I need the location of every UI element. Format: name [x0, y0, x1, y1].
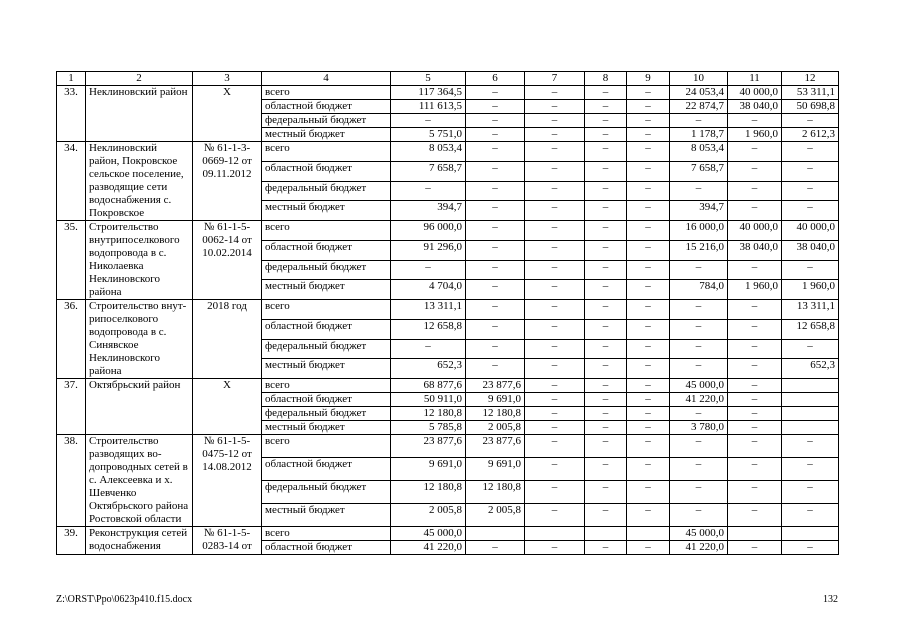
amount-cell: [782, 379, 839, 393]
amount-cell: [782, 527, 839, 541]
table-row: [57, 86, 839, 100]
amount-cell: –: [585, 161, 627, 181]
amount-cell: –: [670, 300, 728, 320]
amount-cell: –: [525, 161, 585, 181]
amount-cell: –: [670, 504, 728, 527]
amount-cell: –: [728, 300, 782, 320]
amount-cell: [585, 527, 627, 541]
amount-cell: –: [525, 114, 585, 128]
amount-cell: –: [585, 458, 627, 481]
funding-source: всего: [262, 527, 391, 541]
amount-cell: –: [585, 300, 627, 320]
amount-cell: –: [627, 128, 670, 142]
amount-cell: –: [585, 339, 627, 359]
amount-cell: –: [670, 260, 728, 280]
amount-cell: 38 040,0: [728, 100, 782, 114]
row-number: 39.: [57, 527, 86, 555]
funding-source: федеральный бюджет: [262, 407, 391, 421]
amount-cell: 2 005,8: [466, 504, 525, 527]
amount-cell: 1 178,7: [670, 128, 728, 142]
amount-cell: 8 053,4: [670, 142, 728, 162]
amount-cell: –: [627, 504, 670, 527]
amount-cell: 40 000,0: [728, 86, 782, 100]
object-name: Неклиновский район: [86, 86, 193, 142]
document-ref: № 61-1-3-0669-12 от 09.11.2012: [193, 142, 262, 221]
amount-cell: –: [728, 114, 782, 128]
amount-cell: [466, 527, 525, 541]
amount-cell: –: [782, 339, 839, 359]
amount-cell: –: [585, 100, 627, 114]
row-number: 33.: [57, 86, 86, 142]
amount-cell: –: [670, 481, 728, 504]
amount-cell: –: [585, 481, 627, 504]
amount-cell: –: [525, 435, 585, 458]
amount-cell: –: [728, 393, 782, 407]
amount-cell: –: [525, 541, 585, 555]
funding-source: всего: [262, 379, 391, 393]
amount-cell: –: [627, 100, 670, 114]
amount-cell: –: [391, 181, 466, 201]
amount-cell: 1 960,0: [782, 280, 839, 300]
column-number: 3: [193, 72, 262, 86]
amount-cell: –: [466, 100, 525, 114]
row-number: 35.: [57, 221, 86, 300]
column-number: 8: [585, 72, 627, 86]
amount-cell: 41 220,0: [670, 393, 728, 407]
document-ref: № 61-1-5-0283-14 от: [193, 527, 262, 555]
amount-cell: 45 000,0: [391, 527, 466, 541]
amount-cell: –: [728, 379, 782, 393]
amount-cell: –: [728, 142, 782, 162]
funding-source: всего: [262, 221, 391, 241]
column-number: 2: [86, 72, 193, 86]
amount-cell: 1 960,0: [728, 128, 782, 142]
amount-cell: 2 005,8: [391, 504, 466, 527]
amount-cell: –: [627, 201, 670, 221]
amount-cell: –: [466, 541, 525, 555]
amount-cell: –: [585, 201, 627, 221]
amount-cell: –: [728, 458, 782, 481]
amount-cell: –: [782, 504, 839, 527]
amount-cell: –: [466, 280, 525, 300]
amount-cell: –: [728, 541, 782, 555]
funding-source: всего: [262, 142, 391, 162]
funding-source: областной бюджет: [262, 240, 391, 260]
amount-cell: [782, 393, 839, 407]
amount-cell: –: [585, 114, 627, 128]
amount-cell: –: [627, 280, 670, 300]
funding-source: федеральный бюджет: [262, 260, 391, 280]
amount-cell: –: [391, 114, 466, 128]
amount-cell: –: [728, 421, 782, 435]
amount-cell: –: [525, 319, 585, 339]
amount-cell: 1 960,0: [728, 280, 782, 300]
amount-cell: [627, 527, 670, 541]
amount-cell: –: [728, 260, 782, 280]
amount-cell: –: [585, 128, 627, 142]
amount-cell: –: [585, 504, 627, 527]
amount-cell: 23 877,6: [466, 379, 525, 393]
amount-cell: –: [728, 435, 782, 458]
amount-cell: 652,3: [782, 359, 839, 379]
amount-cell: –: [728, 201, 782, 221]
amount-cell: 784,0: [670, 280, 728, 300]
amount-cell: 12 658,8: [782, 319, 839, 339]
amount-cell: 2 612,3: [782, 128, 839, 142]
amount-cell: –: [782, 114, 839, 128]
amount-cell: 7 658,7: [391, 161, 466, 181]
amount-cell: 50 698,8: [782, 100, 839, 114]
amount-cell: –: [525, 181, 585, 201]
amount-cell: 3 780,0: [670, 421, 728, 435]
amount-cell: [525, 527, 585, 541]
amount-cell: –: [585, 86, 627, 100]
amount-cell: –: [782, 181, 839, 201]
table-row: [57, 142, 839, 162]
amount-cell: –: [585, 359, 627, 379]
amount-cell: –: [525, 421, 585, 435]
amount-cell: 12 658,8: [391, 319, 466, 339]
amount-cell: 111 613,5: [391, 100, 466, 114]
funding-source: всего: [262, 435, 391, 458]
amount-cell: –: [525, 379, 585, 393]
column-number-row: [57, 72, 839, 86]
amount-cell: –: [525, 221, 585, 241]
amount-cell: –: [525, 128, 585, 142]
column-number: 9: [627, 72, 670, 86]
amount-cell: –: [585, 393, 627, 407]
amount-cell: –: [728, 181, 782, 201]
amount-cell: –: [627, 114, 670, 128]
column-number: 10: [670, 72, 728, 86]
amount-cell: –: [627, 300, 670, 320]
amount-cell: –: [627, 435, 670, 458]
amount-cell: 68 877,6: [391, 379, 466, 393]
amount-cell: –: [728, 407, 782, 421]
amount-cell: 9 691,0: [391, 458, 466, 481]
amount-cell: 15 216,0: [670, 240, 728, 260]
amount-cell: –: [585, 541, 627, 555]
document-ref: № 61-1-5-0475-12 от 14.08.2012: [193, 435, 262, 527]
budget-table: [56, 71, 839, 555]
amount-cell: 41 220,0: [670, 541, 728, 555]
amount-cell: –: [627, 393, 670, 407]
amount-cell: –: [466, 181, 525, 201]
amount-cell: –: [627, 181, 670, 201]
amount-cell: 12 180,8: [466, 481, 525, 504]
amount-cell: 40 000,0: [728, 221, 782, 241]
amount-cell: –: [627, 260, 670, 280]
column-number: 1: [57, 72, 86, 86]
amount-cell: –: [728, 339, 782, 359]
object-name: Строительство внутрипоселкового водопровода в с. Николаевка Неклиновского района: [86, 221, 193, 300]
document-ref: Х: [193, 379, 262, 435]
amount-cell: 45 000,0: [670, 527, 728, 541]
amount-cell: –: [782, 541, 839, 555]
funding-source: федеральный бюджет: [262, 181, 391, 201]
amount-cell: 5 785,8: [391, 421, 466, 435]
funding-source: федеральный бюджет: [262, 114, 391, 128]
column-number: 6: [466, 72, 525, 86]
object-name: Строительство разводящих во-допроводных сетей в с. Алексеевка и х. Шевченко Октябрьского района Ростовской области: [86, 435, 193, 527]
amount-cell: 23 877,6: [391, 435, 466, 458]
funding-source: местный бюджет: [262, 359, 391, 379]
amount-cell: [782, 407, 839, 421]
amount-cell: –: [627, 359, 670, 379]
amount-cell: –: [466, 240, 525, 260]
amount-cell: 8 053,4: [391, 142, 466, 162]
amount-cell: –: [585, 260, 627, 280]
amount-cell: 24 053,4: [670, 86, 728, 100]
amount-cell: –: [585, 407, 627, 421]
amount-cell: 652,3: [391, 359, 466, 379]
amount-cell: –: [525, 339, 585, 359]
amount-cell: –: [627, 221, 670, 241]
amount-cell: –: [525, 458, 585, 481]
amount-cell: –: [466, 201, 525, 221]
funding-source: областной бюджет: [262, 541, 391, 555]
amount-cell: –: [466, 114, 525, 128]
amount-cell: 9 691,0: [466, 393, 525, 407]
object-name: Октябрьский район: [86, 379, 193, 435]
amount-cell: 5 751,0: [391, 128, 466, 142]
table-row: [57, 300, 839, 320]
amount-cell: –: [728, 504, 782, 527]
amount-cell: –: [466, 128, 525, 142]
row-number: 37.: [57, 379, 86, 435]
amount-cell: –: [466, 300, 525, 320]
amount-cell: –: [585, 181, 627, 201]
amount-cell: –: [525, 142, 585, 162]
amount-cell: 12 180,8: [391, 407, 466, 421]
funding-source: областной бюджет: [262, 100, 391, 114]
amount-cell: –: [585, 221, 627, 241]
amount-cell: –: [525, 393, 585, 407]
amount-cell: –: [782, 260, 839, 280]
amount-cell: 50 911,0: [391, 393, 466, 407]
amount-cell: 96 000,0: [391, 221, 466, 241]
funding-source: областной бюджет: [262, 393, 391, 407]
amount-cell: –: [525, 359, 585, 379]
amount-cell: –: [525, 201, 585, 221]
object-name: Строительство внут-рипоселкового водопровода в с. Синявское Неклиновского района: [86, 300, 193, 379]
amount-cell: –: [466, 86, 525, 100]
amount-cell: –: [728, 481, 782, 504]
amount-cell: –: [782, 458, 839, 481]
document-ref: Х: [193, 86, 262, 142]
table-row: [57, 379, 839, 393]
amount-cell: [782, 421, 839, 435]
amount-cell: 13 311,1: [391, 300, 466, 320]
amount-cell: –: [782, 435, 839, 458]
object-name: Неклиновский район, Покровское сельское поселение, разводящие сети водоснабжения с. Покровское: [86, 142, 193, 221]
amount-cell: –: [525, 300, 585, 320]
amount-cell: –: [585, 379, 627, 393]
table-row: [57, 221, 839, 241]
amount-cell: –: [627, 86, 670, 100]
amount-cell: 394,7: [670, 201, 728, 221]
amount-cell: –: [585, 240, 627, 260]
amount-cell: –: [585, 421, 627, 435]
amount-cell: –: [466, 161, 525, 181]
amount-cell: –: [466, 339, 525, 359]
amount-cell: [728, 527, 782, 541]
funding-source: областной бюджет: [262, 319, 391, 339]
amount-cell: –: [525, 240, 585, 260]
column-number: 11: [728, 72, 782, 86]
amount-cell: –: [627, 379, 670, 393]
amount-cell: 117 364,5: [391, 86, 466, 100]
footer-file-path: Z:\ORST\Ppo\0623p410.f15.docx: [56, 594, 193, 605]
funding-source: федеральный бюджет: [262, 339, 391, 359]
amount-cell: –: [728, 359, 782, 379]
amount-cell: –: [585, 319, 627, 339]
amount-cell: –: [782, 142, 839, 162]
amount-cell: –: [585, 142, 627, 162]
amount-cell: 41 220,0: [391, 541, 466, 555]
document-ref: № 61-1-5-0062-14 от 10.02.2014: [193, 221, 262, 300]
amount-cell: –: [525, 481, 585, 504]
amount-cell: 38 040,0: [782, 240, 839, 260]
funding-source: областной бюджет: [262, 458, 391, 481]
amount-cell: –: [627, 458, 670, 481]
amount-cell: –: [525, 280, 585, 300]
amount-cell: –: [782, 201, 839, 221]
table-row: [57, 435, 839, 458]
amount-cell: –: [627, 481, 670, 504]
row-number: 34.: [57, 142, 86, 221]
amount-cell: –: [670, 181, 728, 201]
amount-cell: 13 311,1: [782, 300, 839, 320]
funding-source: всего: [262, 86, 391, 100]
amount-cell: 12 180,8: [466, 407, 525, 421]
amount-cell: –: [466, 359, 525, 379]
amount-cell: –: [525, 100, 585, 114]
amount-cell: –: [670, 407, 728, 421]
funding-source: местный бюджет: [262, 504, 391, 527]
funding-source: федеральный бюджет: [262, 481, 391, 504]
amount-cell: 7 658,7: [670, 161, 728, 181]
amount-cell: –: [670, 458, 728, 481]
amount-cell: –: [466, 142, 525, 162]
amount-cell: 45 000,0: [670, 379, 728, 393]
funding-source: местный бюджет: [262, 201, 391, 221]
column-number: 4: [262, 72, 391, 86]
funding-source: областной бюджет: [262, 161, 391, 181]
amount-cell: –: [627, 240, 670, 260]
amount-cell: 16 000,0: [670, 221, 728, 241]
amount-cell: –: [670, 339, 728, 359]
amount-cell: –: [627, 421, 670, 435]
amount-cell: –: [525, 260, 585, 280]
amount-cell: –: [585, 280, 627, 300]
amount-cell: –: [525, 504, 585, 527]
column-number: 12: [782, 72, 839, 86]
amount-cell: –: [627, 319, 670, 339]
amount-cell: –: [782, 161, 839, 181]
amount-cell: –: [670, 114, 728, 128]
amount-cell: –: [627, 541, 670, 555]
amount-cell: 9 691,0: [466, 458, 525, 481]
amount-cell: –: [670, 435, 728, 458]
amount-cell: 53 311,1: [782, 86, 839, 100]
amount-cell: –: [627, 407, 670, 421]
column-number: 7: [525, 72, 585, 86]
amount-cell: –: [728, 161, 782, 181]
page-number: 132: [823, 594, 838, 605]
amount-cell: 2 005,8: [466, 421, 525, 435]
amount-cell: –: [670, 359, 728, 379]
funding-source: местный бюджет: [262, 280, 391, 300]
amount-cell: –: [782, 481, 839, 504]
amount-cell: –: [525, 407, 585, 421]
amount-cell: 91 296,0: [391, 240, 466, 260]
amount-cell: 23 877,6: [466, 435, 525, 458]
funding-source: местный бюджет: [262, 128, 391, 142]
row-number: 36.: [57, 300, 86, 379]
document-ref: 2018 год: [193, 300, 262, 379]
amount-cell: 12 180,8: [391, 481, 466, 504]
amount-cell: 38 040,0: [728, 240, 782, 260]
amount-cell: –: [728, 319, 782, 339]
amount-cell: 22 874,7: [670, 100, 728, 114]
amount-cell: –: [585, 435, 627, 458]
amount-cell: –: [466, 221, 525, 241]
funding-source: местный бюджет: [262, 421, 391, 435]
amount-cell: –: [391, 260, 466, 280]
object-name: Реконструкция сетей водоснабжения: [86, 527, 193, 555]
amount-cell: –: [627, 161, 670, 181]
amount-cell: –: [391, 339, 466, 359]
amount-cell: –: [670, 319, 728, 339]
amount-cell: 394,7: [391, 201, 466, 221]
column-number: 5: [391, 72, 466, 86]
funding-source: всего: [262, 300, 391, 320]
amount-cell: –: [466, 260, 525, 280]
amount-cell: 40 000,0: [782, 221, 839, 241]
amount-cell: –: [627, 142, 670, 162]
amount-cell: –: [466, 319, 525, 339]
row-number: 38.: [57, 435, 86, 527]
amount-cell: –: [627, 339, 670, 359]
table-row: [57, 527, 839, 541]
amount-cell: –: [525, 86, 585, 100]
amount-cell: 4 704,0: [391, 280, 466, 300]
